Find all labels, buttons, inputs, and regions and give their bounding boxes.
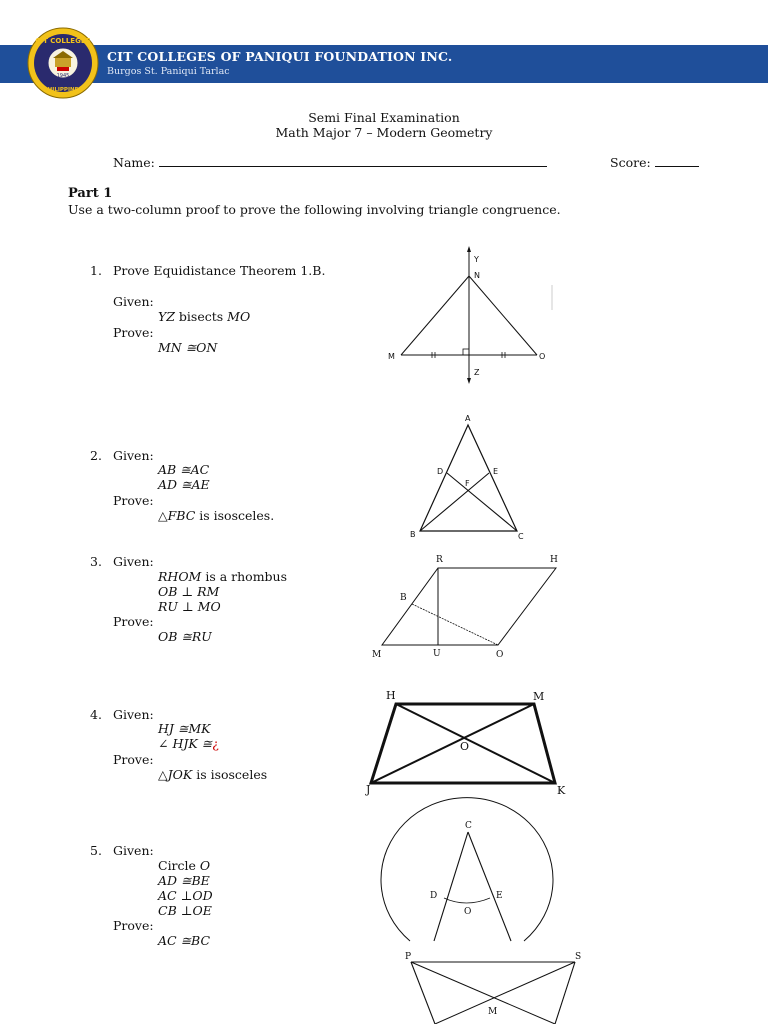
svg-text:R: R xyxy=(436,555,443,565)
given-line: RHOM is a rhombus xyxy=(158,569,288,584)
svg-text:O: O xyxy=(460,740,470,753)
svg-text:Y: Y xyxy=(474,255,479,264)
svg-text:C: C xyxy=(518,532,524,541)
svg-text:D: D xyxy=(437,467,444,476)
exam-title: Semi Final Examination xyxy=(308,110,460,125)
svg-text:M: M xyxy=(533,690,545,703)
figure-5-circle xyxy=(378,818,558,944)
svg-text:F: F xyxy=(465,479,470,488)
given-line: RU ⊥ MO xyxy=(158,599,221,614)
college-seal-logo xyxy=(27,27,99,99)
svg-text:M: M xyxy=(488,1007,498,1017)
organization-address: Burgos St. Paniqui Tarlac xyxy=(107,66,230,77)
figure-4-trapezoid xyxy=(360,685,575,800)
given-line: AD ≅AE xyxy=(158,477,210,492)
given-line: CB ⊥OE xyxy=(158,903,212,918)
svg-text:C: C xyxy=(465,821,472,831)
svg-text:S: S xyxy=(575,952,582,962)
prove-label: Prove: xyxy=(113,918,154,933)
svg-text:H: H xyxy=(550,555,558,565)
given-label: Given: xyxy=(113,554,154,569)
prove-line: △JOK is isosceles xyxy=(158,767,268,782)
problem-number: 1. xyxy=(90,263,102,278)
part-instructions: Use a two-column proof to prove the following involving triangle congruence. xyxy=(68,202,561,217)
svg-text:D: D xyxy=(430,891,438,901)
figure-1-triangle xyxy=(385,240,555,390)
name-field[interactable] xyxy=(113,155,547,170)
svg-text:P: P xyxy=(405,952,412,962)
problem-number: 2. xyxy=(90,448,102,463)
svg-text:M: M xyxy=(388,352,395,361)
name-blank-line[interactable] xyxy=(159,155,547,167)
svg-text:A: A xyxy=(465,414,471,423)
given-line: Circle O xyxy=(158,858,211,873)
score-field[interactable] xyxy=(610,155,699,170)
svg-text:Z: Z xyxy=(474,368,480,377)
prove-label: Prove: xyxy=(113,325,154,340)
prove-label: Prove: xyxy=(113,614,154,629)
given-line: AD ≅BE xyxy=(158,873,210,888)
svg-text:O: O xyxy=(464,907,472,917)
score-label: Score: xyxy=(610,155,651,170)
svg-text:K: K xyxy=(557,784,566,797)
svg-text:PHILIPPINES: PHILIPPINES xyxy=(43,87,83,93)
svg-text:M: M xyxy=(372,650,382,660)
svg-text:N: N xyxy=(474,271,480,280)
given-line: AB ≅AC xyxy=(158,462,210,477)
organization-name: CIT COLLEGES OF PANIQUI FOUNDATION INC. xyxy=(107,49,453,64)
given-label: Given: xyxy=(113,843,154,858)
given-label: Given: xyxy=(113,707,154,722)
problem-number: 4. xyxy=(90,707,102,722)
figure-2-triangle xyxy=(405,410,535,545)
prove-line: OB ≅RU xyxy=(158,629,212,644)
svg-text:E: E xyxy=(493,467,499,476)
given-line: OB ⊥ RM xyxy=(158,584,220,599)
problem-statement: Prove Equidistance Theorem 1.B. xyxy=(113,263,326,278)
svg-text:B: B xyxy=(410,530,416,539)
svg-text:J: J xyxy=(366,783,371,796)
svg-text:B: B xyxy=(400,593,407,603)
given-label: Given: xyxy=(113,294,154,309)
prove-line: MN ≅ON xyxy=(158,340,218,355)
score-blank-line[interactable] xyxy=(655,155,699,167)
problem-number: 3. xyxy=(90,554,102,569)
figure-3-rhombus xyxy=(370,550,570,662)
svg-text:U: U xyxy=(433,649,441,659)
svg-text:E: E xyxy=(496,891,503,901)
problem-number: 5. xyxy=(90,843,102,858)
prove-label: Prove: xyxy=(113,493,154,508)
svg-text:H: H xyxy=(386,689,396,702)
exam-subtitle: Math Major 7 – Modern Geometry xyxy=(275,125,493,140)
svg-text:O: O xyxy=(539,352,546,361)
svg-text:CIT COLLEGES: CIT COLLEGES xyxy=(35,37,91,45)
figure-6-partial xyxy=(395,948,595,1024)
part-heading: Part 1 xyxy=(68,186,113,201)
prove-line: △FBC is isosceles. xyxy=(158,508,275,523)
given-line: HJ ≅MK xyxy=(158,721,211,736)
prove-label: Prove: xyxy=(113,752,154,767)
given-line: ∠ HJK ≅¿ xyxy=(158,736,219,751)
svg-text:1945: 1945 xyxy=(56,73,70,79)
prove-line: AC ≅BC xyxy=(158,933,211,948)
given-label: Given: xyxy=(113,448,154,463)
given-line: YZ bisects MO xyxy=(158,309,251,324)
given-line: AC ⊥OD xyxy=(158,888,213,903)
name-label: Name: xyxy=(113,155,155,170)
svg-text:O: O xyxy=(496,650,504,660)
